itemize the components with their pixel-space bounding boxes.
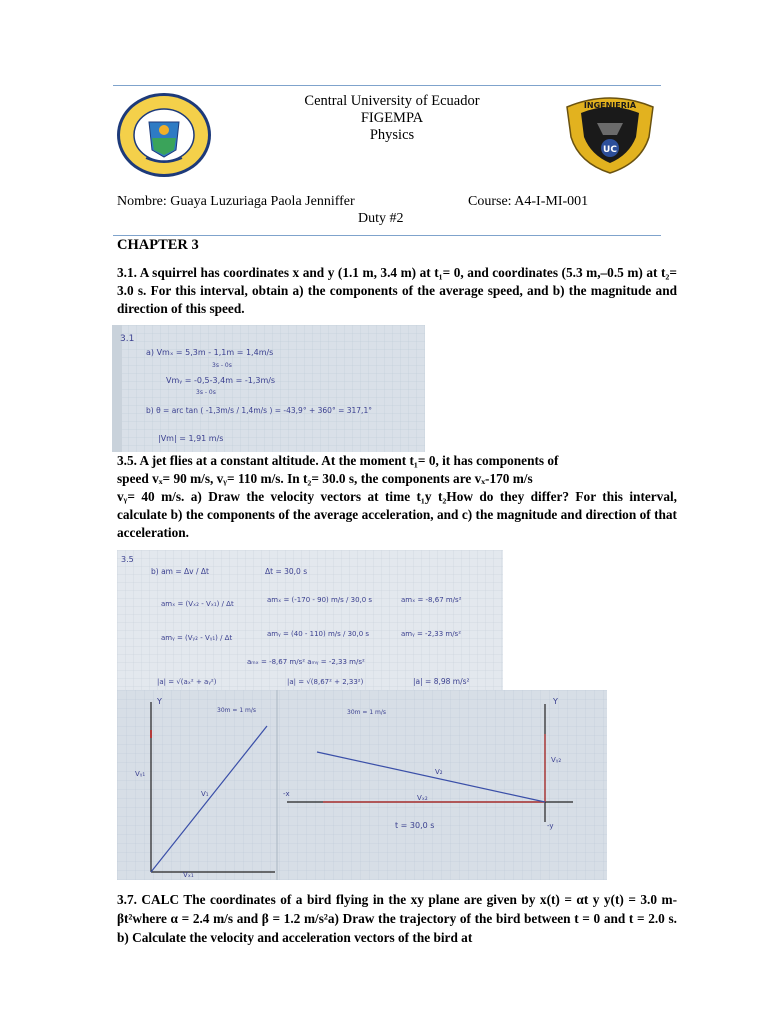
- student-name: Nombre: Guaya Luzuriaga Paola Jenniffer: [117, 194, 355, 209]
- sketch-vy1-label: Vᵧ₁: [135, 770, 146, 778]
- course-code: Course: A4-I-MI-001: [468, 194, 589, 209]
- solution-3-1-line-1: a) Vmₓ = 5,3m - 1,1m = 1,4m/s: [146, 348, 274, 357]
- solution-3-1-line-2-denominator: 3s - 0s: [196, 389, 216, 396]
- engineering-shield-logo: [561, 93, 659, 175]
- logo-right-top-text: INGENIERIA: [583, 101, 637, 110]
- solution-3-1-label: 3.1: [120, 334, 135, 344]
- sketch-vy2-label: Vᵧ₂: [551, 756, 562, 764]
- solution-3-5-photo: [117, 550, 503, 690]
- problem-3-5-statement: [117, 452, 677, 542]
- solution-3-5-delta-t: Δt = 30,0 s: [265, 567, 308, 576]
- problem-3-5-line-1: 3.5. A jet flies at a constant altitude. At the moment t₁= 0, it has components of: [117, 453, 559, 468]
- chapter-heading: CHAPTER 3: [117, 237, 199, 253]
- header-bottom-rule: [113, 235, 661, 236]
- solution-3-1-line-1-denominator: 3s - 0s: [212, 362, 232, 369]
- sketch-vx2-label: Vₓ₂: [417, 794, 428, 802]
- sketch-right-scale: 30m = 1 m/s: [347, 709, 387, 716]
- solution-3-5-amx-result: amₓ = -8,67 m/s²: [401, 596, 462, 604]
- logo-right-center-text: UC: [603, 145, 617, 155]
- solution-3-1-line-2: Vmᵧ = -0,5-3,4m = -1,3m/s: [166, 376, 276, 385]
- faculty-name: FIGEMPA: [360, 110, 424, 126]
- problem-3-5-line-2: speed vₓ= 90 m/s, vᵧ= 110 m/s. In t₂= 30.0 s, the components are vₓ-170 m/s: [117, 471, 533, 486]
- solution-3-5-magnitude-formula: |a| = √(aₓ² + aᵧ²): [157, 678, 217, 686]
- solution-3-5-b-label: b) am = Δv / Δt: [151, 567, 209, 576]
- problem-3-1-statement: 3.1. A squirrel has coordinates x and y (1.1 m, 3.4 m) at t₁= 0, and coordinates (5.3 m,–0.5 m) at t₂= 3.0 s. For this interval, obtain a) the components of the average speed, and b) the magnitude and direction of this speed.: [117, 265, 677, 316]
- sketch-left-y-axis-label: Y: [157, 697, 162, 706]
- sketch-minus-x-label: -x: [283, 790, 290, 798]
- sketch-v1-label: V₁: [201, 790, 209, 798]
- velocity-vectors-sketch-photo: [117, 690, 607, 880]
- solution-3-5-amx-calculation: amₓ = (-170 - 90) m/s / 30,0 s: [267, 596, 373, 604]
- sketch-minus-y-label: -y: [547, 822, 554, 830]
- sketch-vx1-label: Vₓ₁: [183, 871, 194, 879]
- sketch-v2-label: V₂: [435, 768, 443, 776]
- sketch-right-y-axis-label: Y: [553, 697, 558, 706]
- solution-3-5-amy-definition: amᵧ = (Vᵧ₂ - Vᵧ₁) / Δt: [161, 634, 233, 642]
- solution-3-5-summary: aₘₓ = -8,67 m/s² aₘᵧ = -2,33 m/s²: [247, 658, 365, 666]
- solution-3-1-photo: [112, 325, 425, 452]
- university-seal-logo: [116, 92, 212, 178]
- solution-3-1-line-3: b) θ = arc tan ( -1,3m/s / 1,4m/s ) = -43,9° + 360° = 317,1°: [146, 406, 372, 415]
- solution-3-1-line-4: |Vm| = 1,91 m/s: [158, 434, 224, 443]
- problem-3-7-statement: 3.7. CALC The coordinates of a bird flying in the xy plane are given by x(t) = αt y y(t) = 3.0 m-βt²where α = 2.4 m/s and β = 1.2 m/s²a) Draw the trajectory of the bird between t = 0 and t = 2.0 s. b) Calculate the velocity and acceleration vectors of the bird at: [117, 892, 677, 945]
- subject-name: Physics: [369, 127, 415, 143]
- problem-3-5-rest: vᵧ= 40 m/s. a) Draw the velocity vectors at time t₁y t₂How do they differ? For this interval, calculate b) the components of the average acceleration, and c) the magnitude and direction of that acceleration.: [117, 489, 677, 540]
- solution-3-5-amy-calculation: amᵧ = (40 - 110) m/s / 30,0 s: [267, 630, 370, 638]
- duty-number: Duty #2: [358, 211, 404, 226]
- solution-3-5-magnitude-substitution: |a| = √(8,67² + 2,33²): [287, 678, 364, 686]
- institution-name: Central University of Ecuador: [304, 93, 480, 109]
- header-top-rule: [113, 85, 661, 86]
- solution-3-5-amy-result: amᵧ = -2,33 m/s²: [401, 630, 461, 638]
- solution-3-5-magnitude-result: |a| = 8,98 m/s²: [413, 677, 470, 686]
- sketch-time-label: t = 30,0 s: [395, 821, 435, 830]
- solution-3-5-amx-definition: amₓ = (Vₓ₂ - Vₓ₁) / Δt: [161, 600, 234, 608]
- sketch-left-scale: 30m = 1 m/s: [217, 707, 257, 714]
- solution-3-5-label: 3.5: [121, 555, 134, 564]
